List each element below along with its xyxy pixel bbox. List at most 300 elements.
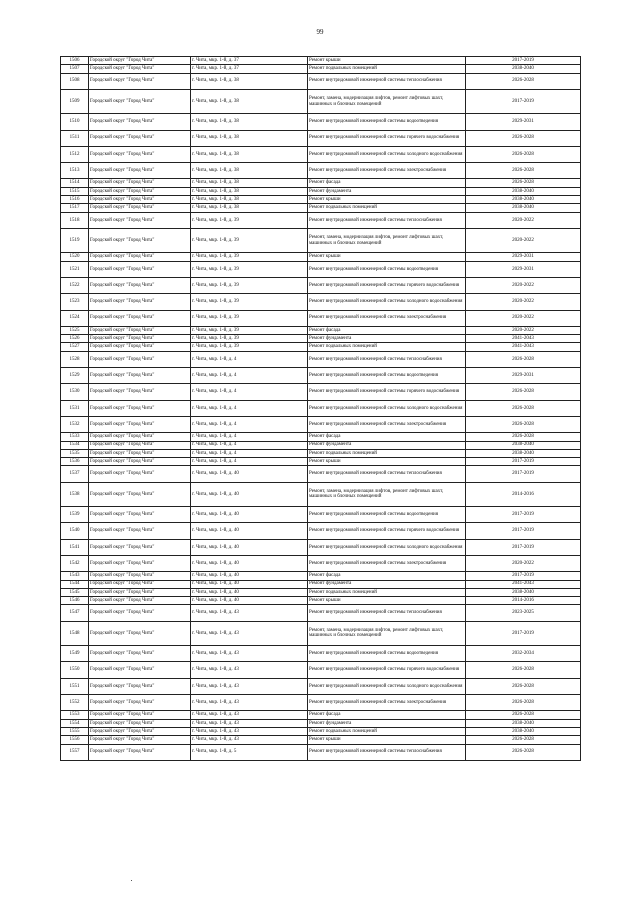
municipality-cell: Городской округ "Город Чита": [89, 261, 191, 277]
table-row: [61, 146, 581, 162]
address-cell: г. Чита, мкр. 1-й, д. 4: [191, 441, 308, 449]
row-number-cell: 1551: [61, 678, 89, 694]
work-type-cell: Ремонт фундамента: [308, 580, 466, 588]
table-row: [61, 695, 581, 711]
term-cell: 2017-2019: [466, 57, 581, 65]
term-cell: 2038-2040: [466, 204, 581, 212]
municipality-cell: Городской округ "Город Чита": [89, 482, 191, 506]
address-cell: г. Чита, мкр. 1-й, д. 39: [191, 294, 308, 310]
row-number-cell: 1523: [61, 294, 89, 310]
row-number-cell: 1513: [61, 163, 89, 179]
row-number-cell: 1530: [61, 384, 89, 400]
work-type-cell: Ремонт фасада: [308, 433, 466, 441]
municipality-cell: Городской округ "Город Чита": [89, 57, 191, 65]
term-cell: 2032-2034: [466, 646, 581, 662]
row-number-cell: 1548: [61, 621, 89, 645]
table-row: [61, 228, 581, 252]
work-type-cell: Ремонт фундамента: [308, 187, 466, 195]
capital-repair-table: [60, 56, 581, 761]
address-cell: г. Чита, мкр. 1-й, д. 37: [191, 65, 308, 73]
municipality-cell: Городской округ "Город Чита": [89, 73, 191, 89]
row-number-cell: 1522: [61, 277, 89, 293]
table-row: [61, 433, 581, 441]
work-type-cell: Ремонт фундамента: [308, 441, 466, 449]
table-row: [61, 711, 581, 719]
table-row: [61, 507, 581, 523]
row-number-cell: 1544: [61, 580, 89, 588]
work-type-cell: Ремонт внутридомовой инженерной системы электроснабжения: [308, 163, 466, 179]
work-type-cell: Ремонт подвальных помещений: [308, 343, 466, 351]
table-row: [61, 204, 581, 212]
municipality-cell: Городской округ "Город Чита": [89, 597, 191, 605]
row-number-cell: 1540: [61, 523, 89, 539]
work-type-cell: Ремонт внутридомовой инженерной системы электроснабжения: [308, 416, 466, 432]
table-row: [61, 662, 581, 678]
address-cell: г. Чита, мкр. 1-й, д. 4: [191, 400, 308, 416]
address-cell: г. Чита, мкр. 1-й, д. 39: [191, 228, 308, 252]
municipality-cell: Городской округ "Город Чита": [89, 294, 191, 310]
term-cell: 2020-2022: [466, 555, 581, 571]
row-number-cell: 1511: [61, 130, 89, 146]
municipality-cell: Городской округ "Город Чита": [89, 744, 191, 760]
address-cell: г. Чита, мкр. 1-й, д. 39: [191, 310, 308, 326]
term-cell: 2029-2031: [466, 261, 581, 277]
municipality-cell: Городской округ "Город Чита": [89, 588, 191, 596]
address-cell: г. Чита, мкр. 1-й, д. 38: [191, 89, 308, 113]
work-type-cell: Ремонт, замена, модернизация лифтов, ремонт лифтовых шахт, машинных и блочных помещений: [308, 482, 466, 506]
term-cell: 2038-2040: [466, 65, 581, 73]
table-row: [61, 253, 581, 261]
term-cell: 2026-2028: [466, 384, 581, 400]
work-type-cell: Ремонт фасада: [308, 179, 466, 187]
municipality-cell: Городской округ "Город Чита": [89, 555, 191, 571]
term-cell: 2020-2022: [466, 326, 581, 334]
row-number-cell: 1526: [61, 335, 89, 343]
term-cell: 2026-2028: [466, 433, 581, 441]
table-row: [61, 343, 581, 351]
table-row: [61, 580, 581, 588]
address-cell: г. Чита, мкр. 1-й, д. 40: [191, 580, 308, 588]
term-cell: 2017-2019: [466, 466, 581, 482]
municipality-cell: Городской округ "Город Чита": [89, 416, 191, 432]
table-row: [61, 294, 581, 310]
work-type-cell: Ремонт внутридомовой инженерной системы водоотведения: [308, 114, 466, 130]
term-cell: 2026-2028: [466, 736, 581, 744]
municipality-cell: Городской округ "Город Чита": [89, 433, 191, 441]
municipality-cell: Городской округ "Город Чита": [89, 163, 191, 179]
work-type-cell: Ремонт крыши: [308, 736, 466, 744]
row-number-cell: 1549: [61, 646, 89, 662]
address-cell: г. Чита, мкр. 1-й, д. 43: [191, 736, 308, 744]
term-cell: 2026-2028: [466, 179, 581, 187]
term-cell: 2026-2028: [466, 351, 581, 367]
row-number-cell: 1506: [61, 57, 89, 65]
work-type-cell: Ремонт внутридомовой инженерной системы электроснабжения: [308, 695, 466, 711]
address-cell: г. Чита, мкр. 1-й, д. 4: [191, 449, 308, 457]
address-cell: г. Чита, мкр. 1-й, д. 38: [191, 114, 308, 130]
term-cell: 2038-2040: [466, 727, 581, 735]
municipality-cell: Городской округ "Город Чита": [89, 719, 191, 727]
row-number-cell: 1552: [61, 695, 89, 711]
term-cell: 2017-2019: [466, 572, 581, 580]
row-number-cell: 1536: [61, 458, 89, 466]
row-number-cell: 1537: [61, 466, 89, 482]
table-row: [61, 368, 581, 384]
row-number-cell: 1525: [61, 326, 89, 334]
work-type-cell: Ремонт, замена, модернизация лифтов, ремонт лифтовых шахт, машинных и блочных помещений: [308, 621, 466, 645]
row-number-cell: 1527: [61, 343, 89, 351]
row-number-cell: 1555: [61, 727, 89, 735]
work-type-cell: Ремонт внутридомовой инженерной системы теплоснабжения: [308, 212, 466, 228]
table-row: [61, 727, 581, 735]
work-type-cell: Ремонт фасада: [308, 572, 466, 580]
table-row: [61, 326, 581, 334]
municipality-cell: Городской округ "Город Чита": [89, 711, 191, 719]
municipality-cell: Городской округ "Город Чита": [89, 65, 191, 73]
row-number-cell: 1524: [61, 310, 89, 326]
municipality-cell: Городской округ "Город Чита": [89, 228, 191, 252]
term-cell: 2023-2025: [466, 605, 581, 621]
row-number-cell: 1545: [61, 588, 89, 596]
term-cell: 2026-2028: [466, 695, 581, 711]
municipality-cell: Городской округ "Город Чита": [89, 580, 191, 588]
table-body: [61, 57, 581, 761]
municipality-cell: Городской округ "Город Чита": [89, 179, 191, 187]
row-number-cell: 1538: [61, 482, 89, 506]
table-row: [61, 466, 581, 482]
table-row: [61, 335, 581, 343]
address-cell: г. Чита, мкр. 1-й, д. 40: [191, 482, 308, 506]
municipality-cell: Городской округ "Город Чита": [89, 277, 191, 293]
term-cell: 2020-2022: [466, 310, 581, 326]
work-type-cell: Ремонт крыши: [308, 458, 466, 466]
table-row: [61, 605, 581, 621]
table-row: [61, 523, 581, 539]
work-type-cell: Ремонт внутридомовой инженерной системы холодного водоснабжения: [308, 400, 466, 416]
work-type-cell: Ремонт внутридомовой инженерной системы горячего водоснабжения: [308, 523, 466, 539]
row-number-cell: 1514: [61, 179, 89, 187]
address-cell: г. Чита, мкр. 1-й, д. 43: [191, 646, 308, 662]
table-row: [61, 179, 581, 187]
row-number-cell: 1528: [61, 351, 89, 367]
term-cell: 2029-2031: [466, 114, 581, 130]
row-number-cell: 1517: [61, 204, 89, 212]
row-number-cell: 1554: [61, 719, 89, 727]
table-row: [61, 416, 581, 432]
municipality-cell: Городской округ "Город Чита": [89, 449, 191, 457]
page-number: 99: [316, 28, 324, 36]
municipality-cell: Городской округ "Город Чита": [89, 400, 191, 416]
table-row: [61, 89, 581, 113]
address-cell: г. Чита, мкр. 1-й, д. 43: [191, 678, 308, 694]
row-number-cell: 1529: [61, 368, 89, 384]
work-type-cell: Ремонт внутридомовой инженерной системы горячего водоснабжения: [308, 130, 466, 146]
address-cell: г. Чита, мкр. 1-й, д. 40: [191, 555, 308, 571]
work-type-cell: Ремонт внутридомовой инженерной системы горячего водоснабжения: [308, 384, 466, 400]
term-cell: 2038-2040: [466, 719, 581, 727]
table-row: [61, 130, 581, 146]
municipality-cell: Городской округ "Город Чита": [89, 196, 191, 204]
row-number-cell: 1508: [61, 73, 89, 89]
work-type-cell: Ремонт внутридомовой инженерной системы горячего водоснабжения: [308, 277, 466, 293]
row-number-cell: 1556: [61, 736, 89, 744]
term-cell: 2041-2043: [466, 580, 581, 588]
work-type-cell: Ремонт, замена, модернизация лифтов, ремонт лифтовых шахт, машинных и блочных помещений: [308, 89, 466, 113]
term-cell: 2029-2031: [466, 253, 581, 261]
municipality-cell: Городской округ "Город Чита": [89, 384, 191, 400]
address-cell: г. Чита, мкр. 1-й, д. 40: [191, 572, 308, 580]
work-type-cell: Ремонт фасада: [308, 326, 466, 334]
row-number-cell: 1518: [61, 212, 89, 228]
table-row: [61, 441, 581, 449]
address-cell: г. Чита, мкр. 1-й, д. 4: [191, 458, 308, 466]
address-cell: г. Чита, мкр. 1-й, д. 43: [191, 695, 308, 711]
work-type-cell: Ремонт внутридомовой инженерной системы электроснабжения: [308, 555, 466, 571]
address-cell: г. Чита, мкр. 1-й, д. 43: [191, 711, 308, 719]
term-cell: 2014-2016: [466, 482, 581, 506]
address-cell: г. Чита, мкр. 1-й, д. 38: [191, 204, 308, 212]
municipality-cell: Городской округ "Город Чита": [89, 187, 191, 195]
row-number-cell: 1546: [61, 597, 89, 605]
work-type-cell: Ремонт крыши: [308, 253, 466, 261]
municipality-cell: Городской округ "Город Чита": [89, 466, 191, 482]
municipality-cell: Городской округ "Город Чита": [89, 646, 191, 662]
table-row: [61, 646, 581, 662]
term-cell: 2026-2028: [466, 416, 581, 432]
table-row: [61, 539, 581, 555]
table-row: [61, 678, 581, 694]
table-row: [61, 572, 581, 580]
term-cell: 2017-2019: [466, 621, 581, 645]
work-type-cell: Ремонт внутридомовой инженерной системы теплоснабжения: [308, 466, 466, 482]
municipality-cell: Городской округ "Город Чита": [89, 212, 191, 228]
table-row: [61, 719, 581, 727]
work-type-cell: Ремонт фасада: [308, 711, 466, 719]
row-number-cell: 1543: [61, 572, 89, 580]
work-type-cell: Ремонт внутридомовой инженерной системы водоотведения: [308, 646, 466, 662]
row-number-cell: 1550: [61, 662, 89, 678]
table-row: [61, 187, 581, 195]
address-cell: г. Чита, мкр. 1-й, д. 38: [191, 179, 308, 187]
row-number-cell: 1512: [61, 146, 89, 162]
table-row: [61, 555, 581, 571]
row-number-cell: 1534: [61, 441, 89, 449]
term-cell: 2026-2028: [466, 400, 581, 416]
term-cell: 2026-2028: [466, 744, 581, 760]
row-number-cell: 1520: [61, 253, 89, 261]
term-cell: 2038-2040: [466, 441, 581, 449]
municipality-cell: Городской округ "Город Чита": [89, 351, 191, 367]
municipality-cell: Городской округ "Город Чита": [89, 605, 191, 621]
address-cell: г. Чита, мкр. 1-й, д. 38: [191, 73, 308, 89]
term-cell: 2041-2043: [466, 335, 581, 343]
address-cell: г. Чита, мкр. 1-й, д. 40: [191, 507, 308, 523]
work-type-cell: Ремонт подвальных помещений: [308, 449, 466, 457]
row-number-cell: 1516: [61, 196, 89, 204]
table-row: [61, 458, 581, 466]
address-cell: г. Чита, мкр. 1-й, д. 39: [191, 343, 308, 351]
address-cell: г. Чита, мкр. 1-й, д. 40: [191, 539, 308, 555]
table-row: [61, 163, 581, 179]
row-number-cell: 1531: [61, 400, 89, 416]
work-type-cell: Ремонт внутридомовой инженерной системы теплоснабжения: [308, 744, 466, 760]
municipality-cell: Городской округ "Город Чита": [89, 458, 191, 466]
municipality-cell: Городской округ "Город Чита": [89, 727, 191, 735]
work-type-cell: Ремонт внутридомовой инженерной системы теплоснабжения: [308, 605, 466, 621]
work-type-cell: Ремонт внутридомовой инженерной системы водоотведения: [308, 368, 466, 384]
table-row: [61, 449, 581, 457]
municipality-cell: Городской округ "Город Чита": [89, 368, 191, 384]
row-number-cell: 1557: [61, 744, 89, 760]
municipality-cell: Городской округ "Город Чита": [89, 507, 191, 523]
table-row: [61, 597, 581, 605]
term-cell: 2017-2019: [466, 539, 581, 555]
address-cell: г. Чита, мкр. 1-й, д. 4: [191, 384, 308, 400]
row-number-cell: 1539: [61, 507, 89, 523]
work-type-cell: Ремонт подвальных помещений: [308, 65, 466, 73]
table-row: [61, 482, 581, 506]
address-cell: г. Чита, мкр. 1-й, д. 40: [191, 597, 308, 605]
work-type-cell: Ремонт внутридомовой инженерной системы теплоснабжения: [308, 351, 466, 367]
work-type-cell: Ремонт внутридомовой инженерной системы холодного водоснабжения: [308, 678, 466, 694]
municipality-cell: Городской округ "Город Чита": [89, 146, 191, 162]
term-cell: 2038-2040: [466, 187, 581, 195]
term-cell: 2020-2022: [466, 277, 581, 293]
table-row: [61, 261, 581, 277]
table-row: [61, 384, 581, 400]
address-cell: г. Чита, мкр. 1-й, д. 39: [191, 326, 308, 334]
term-cell: 2020-2022: [466, 294, 581, 310]
address-cell: г. Чита, мкр. 1-й, д. 39: [191, 261, 308, 277]
work-type-cell: Ремонт фундамента: [308, 335, 466, 343]
table-row: [61, 196, 581, 204]
term-cell: 2026-2028: [466, 146, 581, 162]
address-cell: г. Чита, мкр. 1-й, д. 38: [191, 187, 308, 195]
address-cell: г. Чита, мкр. 1-й, д. 43: [191, 621, 308, 645]
municipality-cell: Городской округ "Город Чита": [89, 343, 191, 351]
address-cell: г. Чита, мкр. 1-й, д. 43: [191, 719, 308, 727]
row-number-cell: 1553: [61, 711, 89, 719]
municipality-cell: Городской округ "Город Чита": [89, 539, 191, 555]
table-row: [61, 310, 581, 326]
table-row: [61, 621, 581, 645]
table-row: [61, 736, 581, 744]
work-type-cell: Ремонт внутридомовой инженерной системы теплоснабжения: [308, 73, 466, 89]
table-row: [61, 588, 581, 596]
work-type-cell: Ремонт внутридомовой инженерной системы водоотведения: [308, 261, 466, 277]
table-row: [61, 65, 581, 73]
row-number-cell: 1519: [61, 228, 89, 252]
row-number-cell: 1547: [61, 605, 89, 621]
term-cell: 2038-2040: [466, 588, 581, 596]
row-number-cell: 1542: [61, 555, 89, 571]
term-cell: 2029-2031: [466, 368, 581, 384]
row-number-cell: 1535: [61, 449, 89, 457]
address-cell: г. Чита, мкр. 1-й, д. 4: [191, 368, 308, 384]
work-type-cell: Ремонт внутридомовой инженерной системы холодного водоснабжения: [308, 294, 466, 310]
municipality-cell: Городской округ "Город Чита": [89, 695, 191, 711]
term-cell: 2026-2028: [466, 163, 581, 179]
table-row: [61, 114, 581, 130]
term-cell: 2038-2040: [466, 449, 581, 457]
work-type-cell: Ремонт подвальных помещений: [308, 204, 466, 212]
municipality-cell: Городской округ "Город Чита": [89, 253, 191, 261]
table-row: [61, 744, 581, 760]
address-cell: г. Чита, мкр. 1-й, д. 37: [191, 57, 308, 65]
term-cell: 2026-2028: [466, 73, 581, 89]
table-row: [61, 351, 581, 367]
municipality-cell: Городской округ "Город Чита": [89, 114, 191, 130]
table-row: [61, 277, 581, 293]
work-type-cell: Ремонт внутридомовой инженерной системы водоотведения: [308, 507, 466, 523]
work-type-cell: Ремонт крыши: [308, 196, 466, 204]
table-row: [61, 212, 581, 228]
row-number-cell: 1515: [61, 187, 89, 195]
address-cell: г. Чита, мкр. 1-й, д. 39: [191, 212, 308, 228]
work-type-cell: Ремонт внутридомовой инженерной системы холодного водоснабжения: [308, 539, 466, 555]
term-cell: 2017-2019: [466, 507, 581, 523]
address-cell: г. Чита, мкр. 1-й, д. 4: [191, 433, 308, 441]
work-type-cell: Ремонт крыши: [308, 597, 466, 605]
work-type-cell: Ремонт фундамента: [308, 719, 466, 727]
term-cell: 2017-2019: [466, 523, 581, 539]
municipality-cell: Городской округ "Город Чита": [89, 130, 191, 146]
term-cell: 2041-2043: [466, 343, 581, 351]
address-cell: г. Чита, мкр. 1-й, д. 39: [191, 277, 308, 293]
address-cell: г. Чита, мкр. 1-й, д. 38: [191, 163, 308, 179]
table-row: [61, 57, 581, 65]
address-cell: г. Чита, мкр. 1-й, д. 40: [191, 466, 308, 482]
work-type-cell: Ремонт подвальных помещений: [308, 588, 466, 596]
row-number-cell: 1507: [61, 65, 89, 73]
address-cell: г. Чита, мкр. 1-й, д. 4: [191, 416, 308, 432]
term-cell: 2020-2022: [466, 228, 581, 252]
municipality-cell: Городской округ "Город Чита": [89, 326, 191, 334]
municipality-cell: Городской округ "Город Чита": [89, 204, 191, 212]
row-number-cell: 1533: [61, 433, 89, 441]
work-type-cell: Ремонт подвальных помещений: [308, 727, 466, 735]
address-cell: г. Чита, мкр. 1-й, д. 43: [191, 662, 308, 678]
term-cell: 2026-2028: [466, 678, 581, 694]
table-row: [61, 400, 581, 416]
municipality-cell: Городской округ "Город Чита": [89, 89, 191, 113]
table-row: [61, 73, 581, 89]
address-cell: г. Чита, мкр. 1-й, д. 40: [191, 523, 308, 539]
municipality-cell: Городской округ "Город Чита": [89, 572, 191, 580]
address-cell: г. Чита, мкр. 1-й, д. 39: [191, 253, 308, 261]
address-cell: г. Чита, мкр. 1-й, д. 4: [191, 351, 308, 367]
row-number-cell: 1509: [61, 89, 89, 113]
work-type-cell: Ремонт внутридомовой инженерной системы горячего водоснабжения: [308, 662, 466, 678]
term-cell: 2026-2028: [466, 711, 581, 719]
address-cell: г. Чита, мкр. 1-й, д. 38: [191, 146, 308, 162]
term-cell: 2026-2028: [466, 662, 581, 678]
row-number-cell: 1510: [61, 114, 89, 130]
municipality-cell: Городской округ "Город Чита": [89, 736, 191, 744]
work-type-cell: Ремонт внутридомовой инженерной системы холодного водоснабжения: [308, 146, 466, 162]
work-type-cell: Ремонт крыши: [308, 57, 466, 65]
municipality-cell: Городской округ "Город Чита": [89, 523, 191, 539]
municipality-cell: Городской округ "Город Чита": [89, 662, 191, 678]
municipality-cell: Городской округ "Город Чита": [89, 335, 191, 343]
row-number-cell: 1541: [61, 539, 89, 555]
address-cell: г. Чита, мкр. 1-й, д. 40: [191, 588, 308, 596]
address-cell: г. Чита, мкр. 1-й, д. 38: [191, 130, 308, 146]
term-cell: 2020-2022: [466, 212, 581, 228]
address-cell: г. Чита, мкр. 1-й, д. 5: [191, 744, 308, 760]
municipality-cell: Городской округ "Город Чита": [89, 310, 191, 326]
term-cell: 2017-2019: [466, 458, 581, 466]
